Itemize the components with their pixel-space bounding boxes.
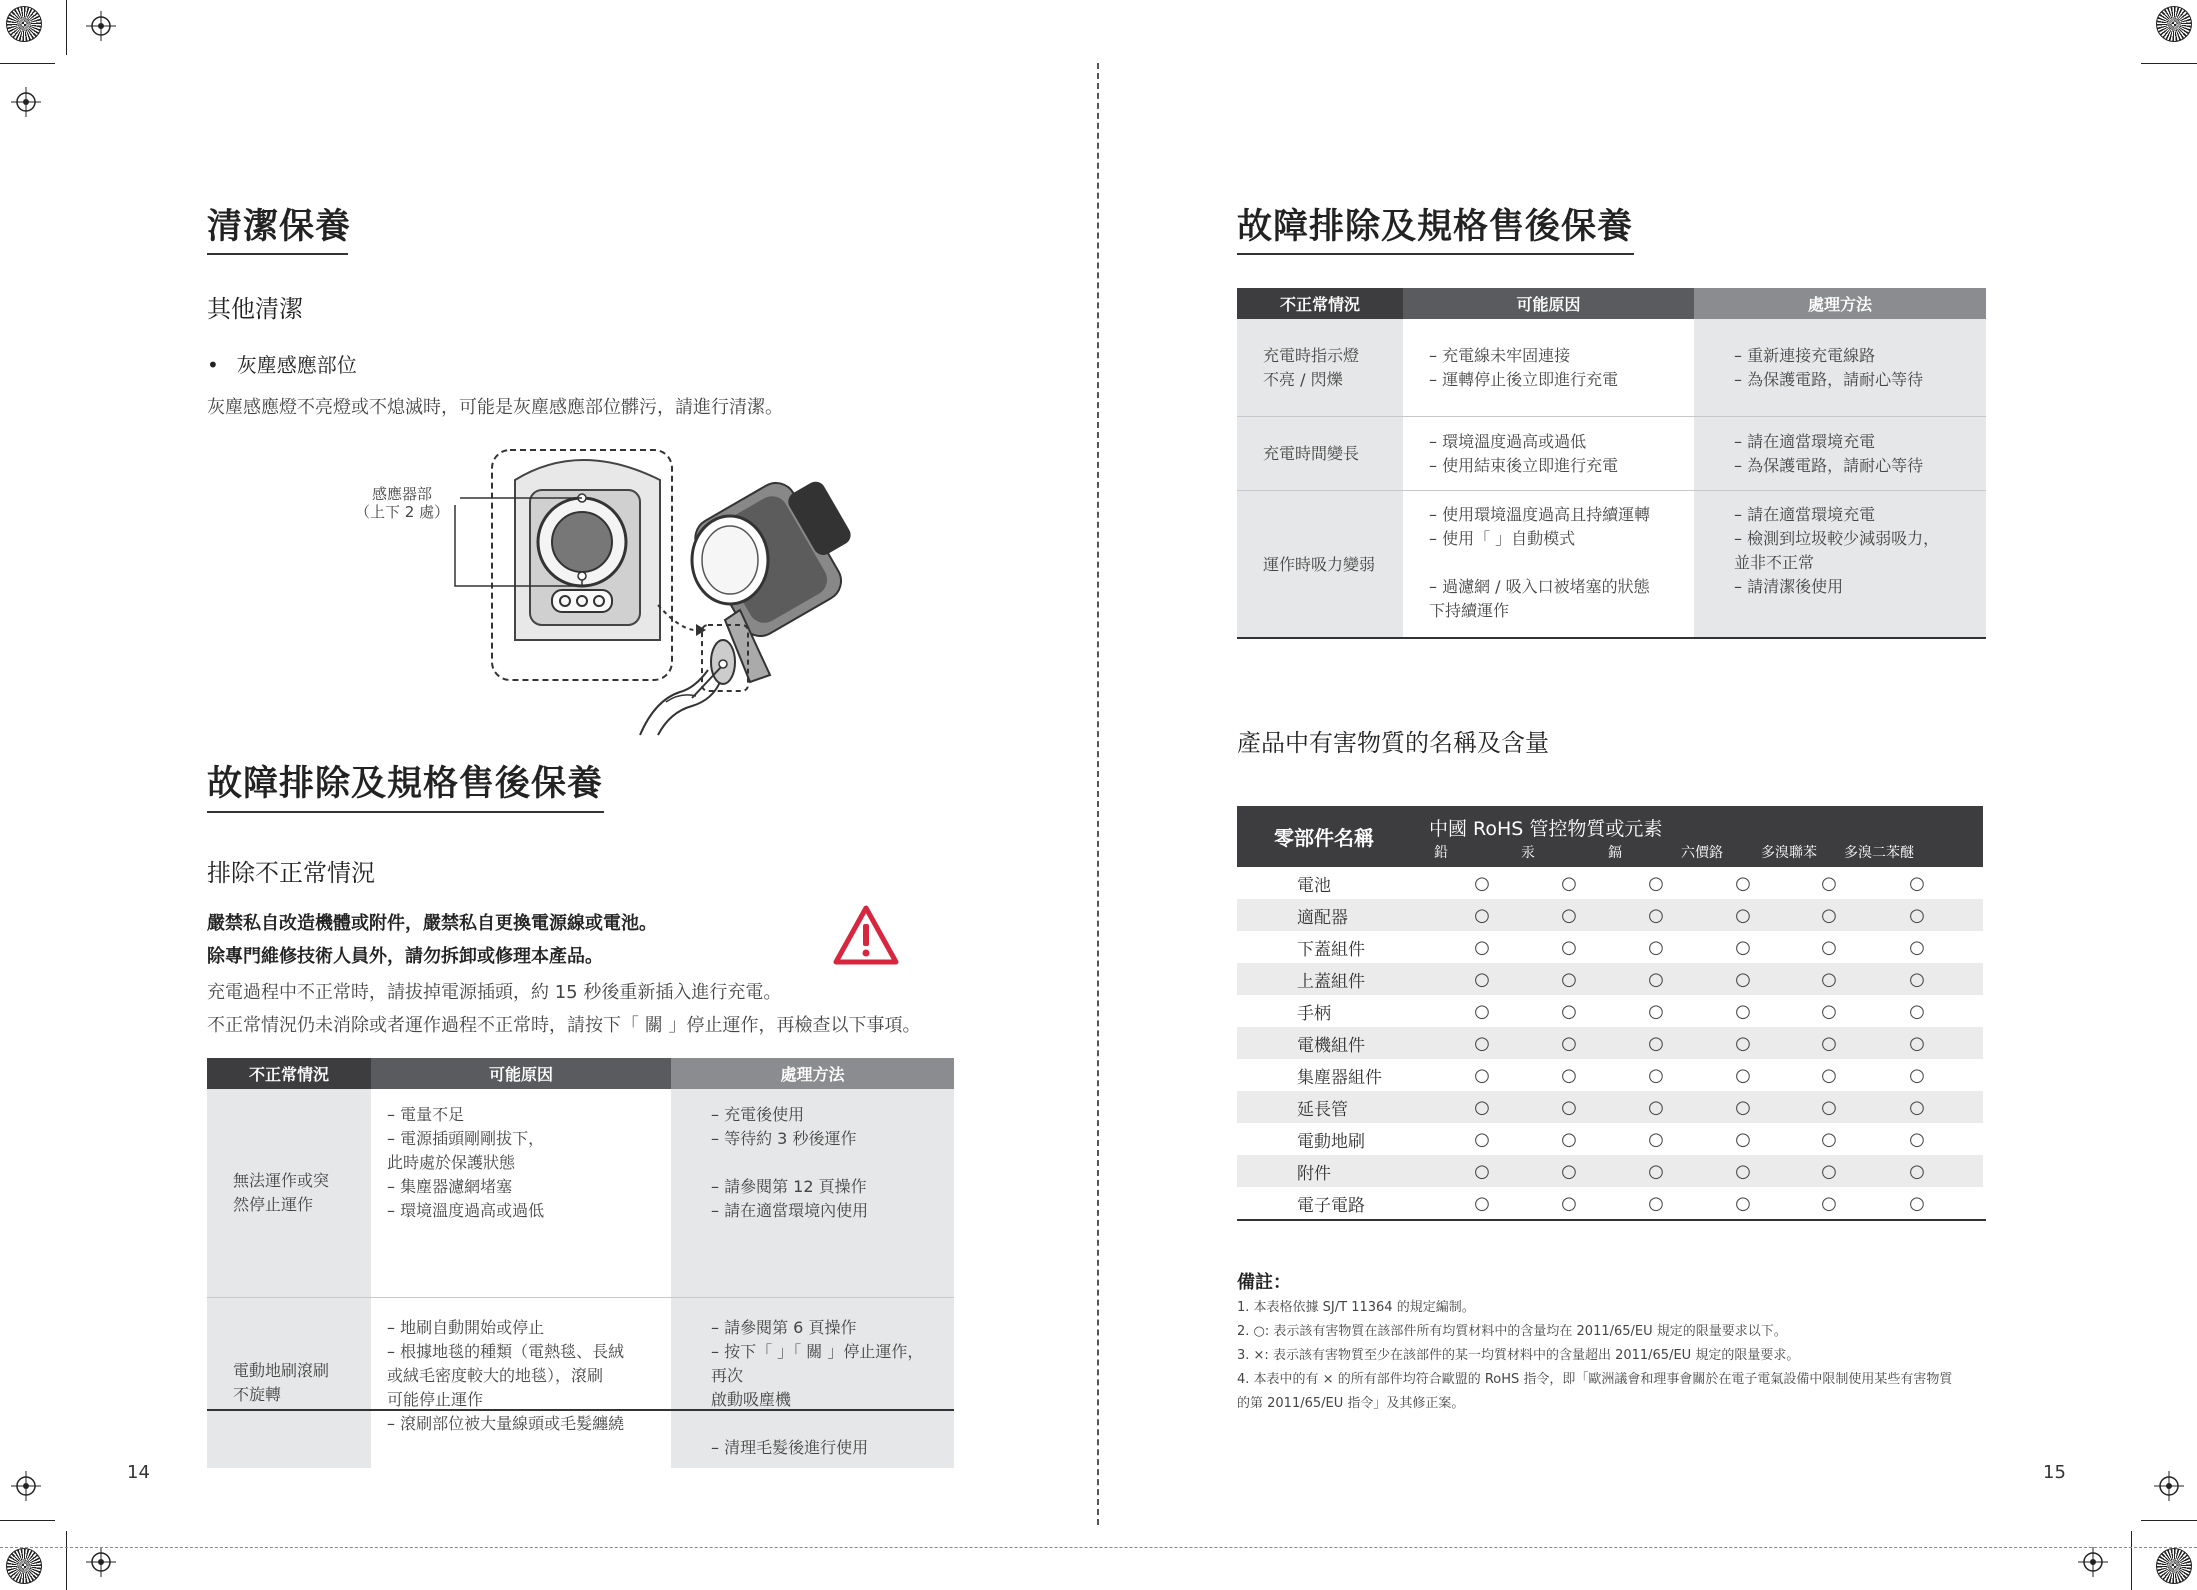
notes-title: 備註： [1237, 1272, 1291, 1293]
substance-mark: ○ [1909, 936, 1925, 958]
body-text: 充電過程中不正常時，請拔掉電源插頭，約 15 秒後重新插入進行充電。 [207, 982, 782, 1003]
substance-mark: ○ [1561, 1096, 1577, 1118]
substance-mark: ○ [1561, 1064, 1577, 1086]
substance-header: 六價鉻 [1681, 845, 1723, 861]
substance-mark: ○ [1561, 1032, 1577, 1054]
substance-mark: ○ [1821, 1032, 1837, 1054]
page-number: 15 [2043, 1462, 2066, 1483]
substance-mark: ○ [1821, 1160, 1837, 1182]
substance-mark: ○ [1474, 1096, 1490, 1118]
table-header: 不正常情況 [1237, 288, 1403, 319]
crop-line [2141, 1520, 2197, 1521]
table-row [1237, 1187, 1983, 1219]
dust-sensor-cleaning-illustration [340, 430, 860, 740]
substance-mark: ○ [1735, 1064, 1751, 1086]
table-cell-cause: – 地刷自動開始或停止 – 根據地毯的種類（電熱毯、長絨 或絨毛密度較大的地毯），滾刷 可能停止運作 – 滾刷部位被大量線頭或毛髮纏繞 [387, 1318, 625, 1433]
substance-mark: ○ [1561, 936, 1577, 958]
part-name: 集塵器組件 [1297, 1067, 1382, 1088]
figure-label [355, 485, 449, 521]
part-name: 電池 [1297, 875, 1331, 896]
substance-mark: ○ [1735, 1096, 1751, 1118]
table-row [1237, 899, 1983, 931]
substance-header: 汞 [1521, 845, 1535, 861]
table-cell-fix: – 充電後使用 – 等待約 3 秒後運作 – 請參閱第 12 頁操作 – 請在適當環境內使用 [671, 1089, 954, 1297]
table-row [1237, 931, 1983, 963]
substance-header: 鎘 [1608, 845, 1622, 861]
substance-mark: ○ [1648, 1160, 1664, 1182]
table-cell-fix: – 請參閱第 6 頁操作 – 按下「 」「 關 」停止運作，再次 啟動吸塵機 – 清理毛髮後進行使用 [671, 1298, 954, 1468]
troubleshooting-table [207, 1058, 954, 1457]
title-underline [207, 253, 348, 255]
substance-mark: ○ [1821, 872, 1837, 894]
table-header: 處理方法 [1694, 288, 1986, 319]
warning-text: 除專門維修技術人員外，請勿拆卸或修理本產品。 [207, 946, 603, 967]
rohs-table [1237, 806, 1983, 1222]
table-row [1237, 1155, 1983, 1187]
substance-mark: ○ [1909, 1160, 1925, 1182]
trim-line [0, 1547, 2197, 1548]
crosshair-mark-icon [11, 87, 41, 117]
part-name: 電子電路 [1297, 1195, 1365, 1216]
note-item: 3. ×: 表示該有害物質至少在該部件的某一均質材料中的含量超出 2011/65/EU 規定的限量要求。 [1237, 1348, 1800, 1363]
part-name: 下蓋組件 [1297, 939, 1365, 960]
substance-mark: ○ [1561, 968, 1577, 990]
table-row [1237, 1091, 1983, 1123]
substance-mark: ○ [1909, 1192, 1925, 1214]
crop-line [0, 1520, 55, 1521]
substance-mark: ○ [1561, 1160, 1577, 1182]
substance-mark: ○ [1474, 904, 1490, 926]
crosshair-mark-icon [11, 1471, 41, 1501]
substance-mark: ○ [1474, 1000, 1490, 1022]
note-item: 4. 本表中的有 × 的所有部件均符合歐盟的 RoHS 指令，即「歐洲議會和理事會關於在電子電氣設備中限制使用某些有害物質 [1237, 1372, 1953, 1387]
page-title: 故障排除及規格售後保養 [1237, 207, 1634, 247]
section-heading: 排除不正常情況 [207, 859, 375, 887]
registration-mark-bottom-right [2156, 1548, 2192, 1584]
substance-mark: ○ [1648, 968, 1664, 990]
substance-mark: ○ [1735, 1192, 1751, 1214]
crosshair-mark-icon [2154, 1471, 2184, 1501]
substance-mark: ○ [1909, 1064, 1925, 1086]
substance-mark: ○ [1821, 904, 1837, 926]
note-item: 的第 2011/65/EU 指令」及其修正案。 [1237, 1396, 1465, 1411]
substance-mark: ○ [1821, 968, 1837, 990]
part-name: 電動地刷 [1297, 1131, 1365, 1152]
substance-mark: ○ [1821, 936, 1837, 958]
substance-mark: ○ [1735, 904, 1751, 926]
substance-mark: ○ [1561, 1192, 1577, 1214]
table-cell-issue: 運作時吸力變弱 [1237, 491, 1403, 638]
substance-mark: ○ [1648, 1096, 1664, 1118]
bullet-dot: • [207, 353, 219, 377]
substance-mark: ○ [1735, 1160, 1751, 1182]
substance-mark: ○ [1474, 1192, 1490, 1214]
note-item: 1. 本表格依據 SJ/T 11364 的規定編制。 [1237, 1300, 1475, 1315]
substance-mark: ○ [1735, 1032, 1751, 1054]
table-header: 可能原因 [371, 1058, 671, 1089]
substance-mark: ○ [1561, 1000, 1577, 1022]
substance-mark: ○ [1561, 1128, 1577, 1150]
substance-mark: ○ [1648, 1032, 1664, 1054]
substance-mark: ○ [1735, 968, 1751, 990]
table-header: 不正常情況 [207, 1058, 371, 1089]
registration-mark-bottom-left [6, 1548, 42, 1584]
table-row [1237, 1123, 1983, 1155]
rohs-part-header-label: 零部件名稱 [1274, 826, 1374, 850]
substance-mark: ○ [1648, 872, 1664, 894]
table-cell-fix: – 請在適當環境充電 – 為保護電路，請耐心等待 [1694, 417, 1986, 490]
crosshair-mark-icon [2078, 1547, 2108, 1577]
rohs-group-title: 中國 RoHS 管控物質或元素 [1429, 818, 1663, 840]
substance-mark: ○ [1909, 1000, 1925, 1022]
substance-mark: ○ [1648, 904, 1664, 926]
registration-mark-top-right [2156, 6, 2192, 42]
table-cell-issue: 無法運作或突 然停止運作 [207, 1089, 371, 1297]
substance-mark: ○ [1474, 872, 1490, 894]
figure-label-line: （上下 2 處） [355, 503, 450, 521]
substance-mark: ○ [1474, 1064, 1490, 1086]
page-number: 14 [127, 1462, 150, 1483]
part-name: 電機組件 [1297, 1035, 1365, 1056]
substance-header: 鉛 [1434, 845, 1448, 861]
substance-mark: ○ [1474, 1160, 1490, 1182]
part-name: 延長管 [1297, 1099, 1348, 1120]
title-underline [207, 811, 604, 813]
part-name: 手柄 [1297, 1003, 1331, 1024]
table-header: 處理方法 [671, 1058, 954, 1089]
section-heading: 其他清潔 [207, 295, 303, 323]
substance-mark: ○ [1474, 1128, 1490, 1150]
substance-mark: ○ [1821, 1064, 1837, 1086]
bullet-item [207, 349, 357, 378]
substance-mark: ○ [1648, 1192, 1664, 1214]
part-name: 附件 [1297, 1163, 1331, 1184]
bullet-label: 灰塵感應部位 [236, 353, 357, 377]
substance-mark: ○ [1735, 936, 1751, 958]
figure-label-line: 感應器部 [372, 485, 433, 503]
substance-mark: ○ [1474, 968, 1490, 990]
table-cell-issue: 電動地刷滾刷 不旋轉 [207, 1298, 371, 1468]
crop-line [0, 63, 55, 64]
part-name: 適配器 [1297, 907, 1348, 928]
table-cell-cause: – 使用環境溫度過高且持續運轉 – 使用「 」自動模式 – 過濾網 / 吸入口被堵塞的狀態 下持續運作 [1429, 505, 1651, 620]
substance-mark: ○ [1474, 1032, 1490, 1054]
notes-list [1237, 1296, 1952, 1416]
table-cell-issue: 充電時間變長 [1237, 417, 1403, 490]
substance-mark: ○ [1909, 872, 1925, 894]
registration-mark-top-left [6, 6, 42, 42]
substance-mark: ○ [1909, 968, 1925, 990]
table-bottom-rule [207, 1409, 954, 1411]
table-row [1237, 1059, 1983, 1091]
crosshair-mark-icon [86, 1547, 116, 1577]
substance-mark: ○ [1909, 1128, 1925, 1150]
substance-mark: ○ [1735, 1000, 1751, 1022]
table-header: 可能原因 [1403, 288, 1694, 319]
crosshair-mark-icon [86, 11, 116, 41]
table-cell-fix: – 請在適當環境充電 – 檢測到垃圾較少減弱吸力， 並非不正常 – 請清潔後使用 [1694, 491, 1986, 638]
substance-header: 多溴聯苯 [1761, 845, 1817, 861]
warning-text: 嚴禁私自改造機體或附件，嚴禁私自更換電源線或電池。 [207, 913, 657, 934]
warning-triangle-icon [832, 904, 900, 966]
substance-mark: ○ [1821, 1000, 1837, 1022]
table-cell-cause: – 電量不足 – 電源插頭剛剛拔下， 此時處於保護狀態 – 集塵器濾網堵塞 – 環境溫度過高或過低 [387, 1105, 545, 1220]
body-text: 不正常情況仍未消除或者運作過程不正常時，請按下「 關 」停止運作，再檢查以下事項。 [207, 1015, 921, 1036]
substance-mark: ○ [1821, 1128, 1837, 1150]
crop-line [66, 1531, 67, 1590]
part-name: 上蓋組件 [1297, 971, 1365, 992]
body-text: 灰塵感應燈不亮燈或不熄滅時，可能是灰塵感應部位髒污，請進行清潔。 [207, 397, 783, 418]
page-fold-line [1097, 63, 1099, 1525]
substance-mark: ○ [1648, 1000, 1664, 1022]
crop-line [2131, 1531, 2132, 1590]
substance-mark: ○ [1561, 872, 1577, 894]
substance-mark: ○ [1735, 1128, 1751, 1150]
title-underline [1237, 253, 1634, 255]
note-item: 2. ○: 表示該有害物質在該部件所有均質材料中的含量均在 2011/65/EU 規定的限量要求以下。 [1237, 1324, 1787, 1339]
rohs-part-header [1237, 806, 1411, 867]
table-cell-cause: – 充電線未牢固連接 – 運轉停止後立即進行充電 [1429, 345, 1619, 389]
rohs-group-header [1411, 806, 1983, 867]
table-bottom-rule [1237, 1219, 1986, 1221]
table-cell-fix: – 重新連接充電線路 – 為保護電路，請耐心等待 [1694, 319, 1986, 416]
page-title: 清潔保養 [207, 207, 352, 247]
table-row [1237, 963, 1983, 995]
section-heading: 產品中有害物質的名稱及含量 [1237, 729, 1549, 757]
table-cell-issue: 充電時指示燈 不亮 / 閃爍 [1237, 319, 1403, 416]
substance-mark: ○ [1821, 1096, 1837, 1118]
substance-mark: ○ [1909, 1032, 1925, 1054]
table-cell-cause: – 環境溫度過高或過低 – 使用結束後立即進行充電 [1429, 431, 1619, 475]
substance-mark: ○ [1909, 904, 1925, 926]
substance-mark: ○ [1648, 1128, 1664, 1150]
table-row [1237, 995, 1983, 1027]
substance-mark: ○ [1735, 872, 1751, 894]
crop-line [2141, 63, 2197, 64]
table-row [1237, 867, 1983, 899]
page-title: 故障排除及規格售後保養 [207, 764, 604, 804]
substance-mark: ○ [1561, 904, 1577, 926]
substance-mark: ○ [1648, 936, 1664, 958]
substance-mark: ○ [1821, 1192, 1837, 1214]
table-row [1237, 1027, 1983, 1059]
crop-line [66, 0, 67, 55]
substance-mark: ○ [1648, 1064, 1664, 1086]
troubleshooting-table [1237, 288, 1986, 639]
substance-header: 多溴二苯醚 [1844, 845, 1914, 861]
substance-mark: ○ [1909, 1096, 1925, 1118]
table-bottom-rule [1237, 637, 1986, 639]
substance-mark: ○ [1474, 936, 1490, 958]
